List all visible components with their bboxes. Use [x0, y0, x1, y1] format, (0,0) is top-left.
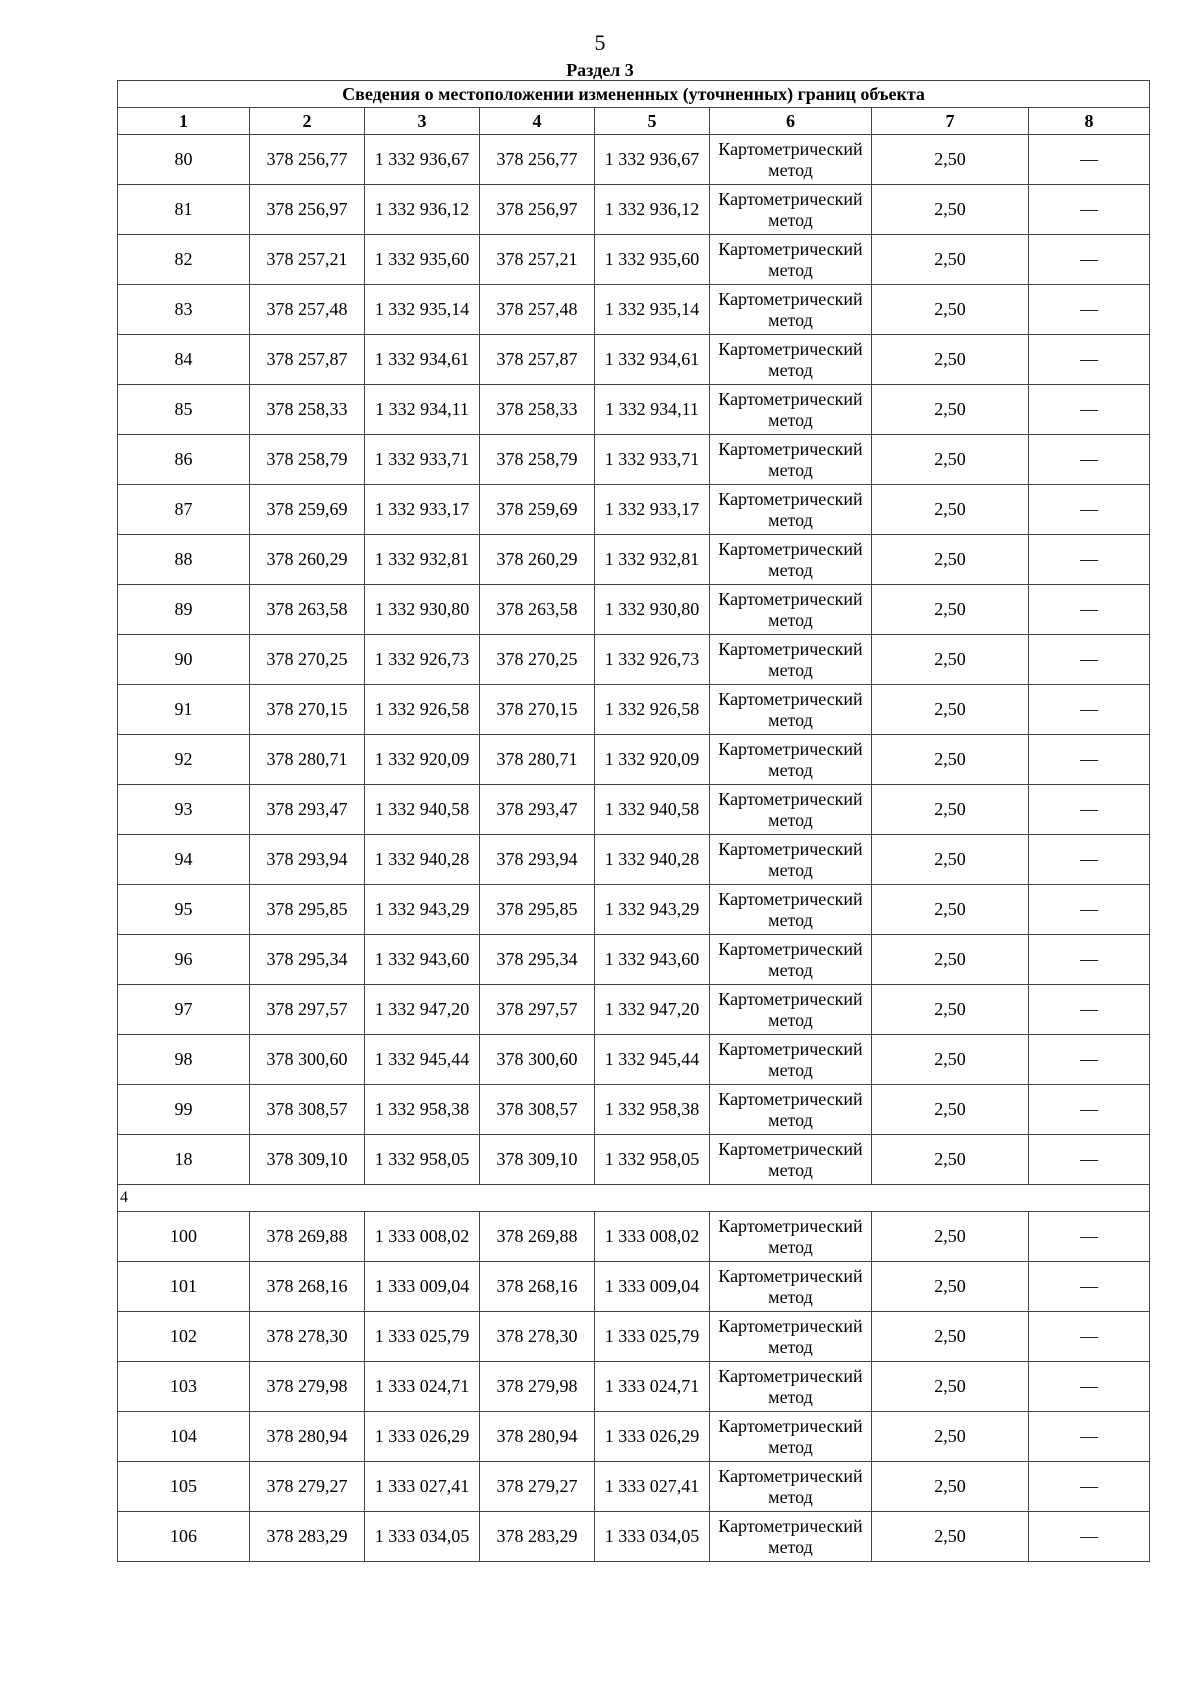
point-number-cell: 18 [118, 1135, 250, 1185]
description-cell: — [1029, 385, 1150, 435]
y-new-cell: 1 332 935,14 [595, 285, 710, 335]
x-old-cell: 378 280,94 [250, 1412, 365, 1462]
method-cell: Картометрический метод [710, 685, 872, 735]
description-cell: — [1029, 785, 1150, 835]
table-row [118, 1035, 1150, 1085]
y-new-cell: 1 332 933,17 [595, 485, 710, 535]
boundary-coordinates-table [117, 80, 1150, 1562]
accuracy-cell: 2,50 [872, 1212, 1029, 1262]
table-row [118, 1512, 1150, 1562]
x-old-cell: 378 268,16 [250, 1262, 365, 1312]
description-cell: — [1029, 1085, 1150, 1135]
description-cell: — [1029, 1262, 1150, 1312]
accuracy-cell: 2,50 [872, 1085, 1029, 1135]
point-number-cell: 80 [118, 135, 250, 185]
method-cell: Картометрический метод [710, 1212, 872, 1262]
y-old-cell: 1 332 958,05 [365, 1135, 480, 1185]
point-number-cell: 84 [118, 335, 250, 385]
table-row [118, 135, 1150, 185]
column-header: 1 [118, 108, 250, 135]
x-new-cell: 378 293,47 [480, 785, 595, 835]
x-old-cell: 378 283,29 [250, 1512, 365, 1562]
section-title: Раздел 3 [566, 60, 634, 80]
accuracy-cell: 2,50 [872, 735, 1029, 785]
y-new-cell: 1 332 926,73 [595, 635, 710, 685]
description-cell: — [1029, 535, 1150, 585]
x-old-cell: 378 280,71 [250, 735, 365, 785]
table-row [118, 435, 1150, 485]
point-number-cell: 94 [118, 835, 250, 885]
x-new-cell: 378 295,85 [480, 885, 595, 935]
table-row [118, 335, 1150, 385]
table-body [118, 135, 1150, 1562]
table-row [118, 1362, 1150, 1412]
point-number-cell: 99 [118, 1085, 250, 1135]
point-number-cell: 85 [118, 385, 250, 435]
description-cell: — [1029, 635, 1150, 685]
accuracy-cell: 2,50 [872, 785, 1029, 835]
method-cell: Картометрический метод [710, 735, 872, 785]
accuracy-cell: 2,50 [872, 835, 1029, 885]
method-cell: Картометрический метод [710, 435, 872, 485]
method-cell: Картометрический метод [710, 1462, 872, 1512]
x-old-cell: 378 269,88 [250, 1212, 365, 1262]
x-old-cell: 378 297,57 [250, 985, 365, 1035]
y-new-cell: 1 332 934,61 [595, 335, 710, 385]
x-new-cell: 378 295,34 [480, 935, 595, 985]
column-number-row [118, 108, 1150, 135]
description-cell: — [1029, 685, 1150, 735]
y-new-cell: 1 332 940,28 [595, 835, 710, 885]
x-new-cell: 378 309,10 [480, 1135, 595, 1185]
method-cell: Картометрический метод [710, 1512, 872, 1562]
y-old-cell: 1 332 936,67 [365, 135, 480, 185]
table-row [118, 235, 1150, 285]
x-new-cell: 378 257,87 [480, 335, 595, 385]
accuracy-cell: 2,50 [872, 1035, 1029, 1085]
point-number-cell: 88 [118, 535, 250, 585]
method-cell: Картометрический метод [710, 185, 872, 235]
x-new-cell: 378 283,29 [480, 1512, 595, 1562]
y-old-cell: 1 332 935,60 [365, 235, 480, 285]
y-new-cell: 1 333 034,05 [595, 1512, 710, 1562]
y-old-cell: 1 332 920,09 [365, 735, 480, 785]
y-old-cell: 1 333 008,02 [365, 1212, 480, 1262]
y-old-cell: 1 332 940,58 [365, 785, 480, 835]
y-old-cell: 1 332 947,20 [365, 985, 480, 1035]
column-header: 6 [710, 108, 872, 135]
method-cell: Картометрический метод [710, 635, 872, 685]
x-new-cell: 378 263,58 [480, 585, 595, 635]
x-old-cell: 378 257,87 [250, 335, 365, 385]
point-number-cell: 100 [118, 1212, 250, 1262]
description-cell: — [1029, 1135, 1150, 1185]
x-new-cell: 378 259,69 [480, 485, 595, 535]
x-new-cell: 378 293,94 [480, 835, 595, 885]
point-number-cell: 89 [118, 585, 250, 635]
x-old-cell: 378 256,97 [250, 185, 365, 235]
y-old-cell: 1 333 027,41 [365, 1462, 480, 1512]
y-new-cell: 1 332 930,80 [595, 585, 710, 635]
x-old-cell: 378 257,48 [250, 285, 365, 335]
y-new-cell: 1 332 935,60 [595, 235, 710, 285]
point-number-cell: 93 [118, 785, 250, 835]
description-cell: — [1029, 485, 1150, 535]
description-cell: — [1029, 1212, 1150, 1262]
method-cell: Картометрический метод [710, 535, 872, 585]
point-number-cell: 104 [118, 1412, 250, 1462]
x-new-cell: 378 258,79 [480, 435, 595, 485]
table-row [118, 485, 1150, 535]
table-row [118, 985, 1150, 1035]
accuracy-cell: 2,50 [872, 635, 1029, 685]
point-number-cell: 87 [118, 485, 250, 535]
x-new-cell: 378 280,71 [480, 735, 595, 785]
method-cell: Картометрический метод [710, 1135, 872, 1185]
accuracy-cell: 2,50 [872, 935, 1029, 985]
x-old-cell: 378 256,77 [250, 135, 365, 185]
table-row [118, 1135, 1150, 1185]
point-number-cell: 91 [118, 685, 250, 735]
method-cell: Картометрический метод [710, 135, 872, 185]
accuracy-cell: 2,50 [872, 1312, 1029, 1362]
description-cell: — [1029, 135, 1150, 185]
table-row [118, 685, 1150, 735]
description-cell: — [1029, 1412, 1150, 1462]
x-new-cell: 378 270,25 [480, 635, 595, 685]
x-old-cell: 378 278,30 [250, 1312, 365, 1362]
table-row [118, 735, 1150, 785]
x-old-cell: 378 309,10 [250, 1135, 365, 1185]
table-caption: Сведения о местоположении измененных (уточненных) границ объекта [118, 81, 1150, 108]
table-row [118, 285, 1150, 335]
column-header: 5 [595, 108, 710, 135]
method-cell: Картометрический метод [710, 1312, 872, 1362]
description-cell: — [1029, 935, 1150, 985]
table-row [118, 385, 1150, 435]
accuracy-cell: 2,50 [872, 285, 1029, 335]
method-cell: Картометрический метод [710, 785, 872, 835]
x-old-cell: 378 300,60 [250, 1035, 365, 1085]
method-cell: Картометрический метод [710, 1262, 872, 1312]
table-row [118, 585, 1150, 635]
accuracy-cell: 2,50 [872, 1135, 1029, 1185]
x-new-cell: 378 308,57 [480, 1085, 595, 1135]
x-old-cell: 378 279,27 [250, 1462, 365, 1512]
x-old-cell: 378 308,57 [250, 1085, 365, 1135]
y-old-cell: 1 332 945,44 [365, 1035, 480, 1085]
y-new-cell: 1 333 024,71 [595, 1362, 710, 1412]
y-old-cell: 1 332 935,14 [365, 285, 480, 335]
point-number-cell: 101 [118, 1262, 250, 1312]
accuracy-cell: 2,50 [872, 135, 1029, 185]
y-old-cell: 1 332 933,17 [365, 485, 480, 535]
table-row [118, 835, 1150, 885]
table-row [118, 1462, 1150, 1512]
y-old-cell: 1 333 009,04 [365, 1262, 480, 1312]
table-row [118, 1312, 1150, 1362]
y-old-cell: 1 332 926,58 [365, 685, 480, 735]
table-row [118, 885, 1150, 935]
point-number-cell: 102 [118, 1312, 250, 1362]
description-cell: — [1029, 1462, 1150, 1512]
method-cell: Картометрический метод [710, 1362, 872, 1412]
method-cell: Картометрический метод [710, 935, 872, 985]
accuracy-cell: 2,50 [872, 485, 1029, 535]
x-new-cell: 378 279,27 [480, 1462, 595, 1512]
y-new-cell: 1 332 936,67 [595, 135, 710, 185]
accuracy-cell: 2,50 [872, 885, 1029, 935]
method-cell: Картометрический метод [710, 885, 872, 935]
y-old-cell: 1 332 943,60 [365, 935, 480, 985]
method-cell: Картометрический метод [710, 385, 872, 435]
table-row [118, 1212, 1150, 1262]
column-header: 8 [1029, 108, 1150, 135]
accuracy-cell: 2,50 [872, 185, 1029, 235]
table-row [118, 935, 1150, 985]
y-new-cell: 1 332 945,44 [595, 1035, 710, 1085]
x-old-cell: 378 259,69 [250, 485, 365, 535]
x-new-cell: 378 258,33 [480, 385, 595, 435]
y-old-cell: 1 332 930,80 [365, 585, 480, 635]
point-number-cell: 95 [118, 885, 250, 935]
point-number-cell: 98 [118, 1035, 250, 1085]
point-number-cell: 103 [118, 1362, 250, 1412]
x-new-cell: 378 280,94 [480, 1412, 595, 1462]
point-number-cell: 92 [118, 735, 250, 785]
description-cell: — [1029, 1512, 1150, 1562]
y-new-cell: 1 333 027,41 [595, 1462, 710, 1512]
accuracy-cell: 2,50 [872, 385, 1029, 435]
x-old-cell: 378 293,47 [250, 785, 365, 835]
point-number-cell: 83 [118, 285, 250, 335]
point-number-cell: 97 [118, 985, 250, 1035]
x-new-cell: 378 256,77 [480, 135, 595, 185]
x-old-cell: 378 270,25 [250, 635, 365, 685]
y-new-cell: 1 332 932,81 [595, 535, 710, 585]
accuracy-cell: 2,50 [872, 585, 1029, 635]
method-cell: Картометрический метод [710, 1412, 872, 1462]
x-old-cell: 378 258,33 [250, 385, 365, 435]
y-old-cell: 1 333 024,71 [365, 1362, 480, 1412]
point-number-cell: 82 [118, 235, 250, 285]
y-old-cell: 1 333 026,29 [365, 1412, 480, 1462]
y-new-cell: 1 332 920,09 [595, 735, 710, 785]
table-row [118, 635, 1150, 685]
point-number-cell: 86 [118, 435, 250, 485]
y-old-cell: 1 332 940,28 [365, 835, 480, 885]
table-row [118, 1412, 1150, 1462]
description-cell: — [1029, 285, 1150, 335]
y-new-cell: 1 333 009,04 [595, 1262, 710, 1312]
point-number-cell: 81 [118, 185, 250, 235]
x-old-cell: 378 293,94 [250, 835, 365, 885]
accuracy-cell: 2,50 [872, 685, 1029, 735]
y-new-cell: 1 332 940,58 [595, 785, 710, 835]
x-old-cell: 378 279,98 [250, 1362, 365, 1412]
method-cell: Картометрический метод [710, 1085, 872, 1135]
table-row [118, 1085, 1150, 1135]
description-cell: — [1029, 235, 1150, 285]
y-old-cell: 1 332 926,73 [365, 635, 480, 685]
y-new-cell: 1 332 958,38 [595, 1085, 710, 1135]
x-old-cell: 378 295,85 [250, 885, 365, 935]
column-header: 4 [480, 108, 595, 135]
accuracy-cell: 2,50 [872, 1512, 1029, 1562]
method-cell: Картометрический метод [710, 585, 872, 635]
column-header: 3 [365, 108, 480, 135]
y-new-cell: 1 333 026,29 [595, 1412, 710, 1462]
accuracy-cell: 2,50 [872, 985, 1029, 1035]
column-header: 7 [872, 108, 1029, 135]
y-new-cell: 1 332 943,60 [595, 935, 710, 985]
x-new-cell: 378 269,88 [480, 1212, 595, 1262]
x-new-cell: 378 300,60 [480, 1035, 595, 1085]
y-old-cell: 1 332 933,71 [365, 435, 480, 485]
table-row [118, 185, 1150, 235]
description-cell: — [1029, 835, 1150, 885]
description-cell: — [1029, 1362, 1150, 1412]
y-old-cell: 1 333 025,79 [365, 1312, 480, 1362]
accuracy-cell: 2,50 [872, 1412, 1029, 1462]
method-cell: Картометрический метод [710, 1035, 872, 1085]
y-old-cell: 1 332 958,38 [365, 1085, 480, 1135]
description-cell: — [1029, 185, 1150, 235]
method-cell: Картометрический метод [710, 835, 872, 885]
x-new-cell: 378 270,15 [480, 685, 595, 735]
method-cell: Картометрический метод [710, 485, 872, 535]
description-cell: — [1029, 1035, 1150, 1085]
x-old-cell: 378 263,58 [250, 585, 365, 635]
x-new-cell: 378 268,16 [480, 1262, 595, 1312]
x-new-cell: 378 278,30 [480, 1312, 595, 1362]
point-number-cell: 106 [118, 1512, 250, 1562]
accuracy-cell: 2,50 [872, 1462, 1029, 1512]
accuracy-cell: 2,50 [872, 1262, 1029, 1312]
x-new-cell: 378 257,21 [480, 235, 595, 285]
table-row [118, 785, 1150, 835]
description-cell: — [1029, 1312, 1150, 1362]
accuracy-cell: 2,50 [872, 335, 1029, 385]
table-row [118, 535, 1150, 585]
x-new-cell: 378 279,98 [480, 1362, 595, 1412]
x-old-cell: 378 258,79 [250, 435, 365, 485]
point-number-cell: 90 [118, 635, 250, 685]
point-number-cell: 96 [118, 935, 250, 985]
y-old-cell: 1 332 936,12 [365, 185, 480, 235]
method-cell: Картометрический метод [710, 985, 872, 1035]
method-cell: Картометрический метод [710, 285, 872, 335]
description-cell: — [1029, 335, 1150, 385]
y-new-cell: 1 333 008,02 [595, 1212, 710, 1262]
x-old-cell: 378 270,15 [250, 685, 365, 735]
accuracy-cell: 2,50 [872, 1362, 1029, 1412]
page-number: 5 [594, 30, 606, 55]
contour-label: 4 [118, 1185, 1150, 1212]
y-new-cell: 1 332 933,71 [595, 435, 710, 485]
y-old-cell: 1 332 943,29 [365, 885, 480, 935]
accuracy-cell: 2,50 [872, 435, 1029, 485]
y-new-cell: 1 332 934,11 [595, 385, 710, 435]
x-old-cell: 378 257,21 [250, 235, 365, 285]
y-new-cell: 1 332 947,20 [595, 985, 710, 1035]
y-old-cell: 1 332 932,81 [365, 535, 480, 585]
x-new-cell: 378 257,48 [480, 285, 595, 335]
point-number-cell: 105 [118, 1462, 250, 1512]
description-cell: — [1029, 435, 1150, 485]
x-old-cell: 378 260,29 [250, 535, 365, 585]
description-cell: — [1029, 735, 1150, 785]
table-row [118, 1262, 1150, 1312]
accuracy-cell: 2,50 [872, 235, 1029, 285]
method-cell: Картометрический метод [710, 335, 872, 385]
x-new-cell: 378 256,97 [480, 185, 595, 235]
method-cell: Картометрический метод [710, 235, 872, 285]
contour-group-row [118, 1185, 1150, 1212]
accuracy-cell: 2,50 [872, 535, 1029, 585]
y-old-cell: 1 332 934,11 [365, 385, 480, 435]
y-old-cell: 1 332 934,61 [365, 335, 480, 385]
description-cell: — [1029, 985, 1150, 1035]
y-new-cell: 1 332 943,29 [595, 885, 710, 935]
description-cell: — [1029, 885, 1150, 935]
x-new-cell: 378 297,57 [480, 985, 595, 1035]
x-old-cell: 378 295,34 [250, 935, 365, 985]
column-header: 2 [250, 108, 365, 135]
y-new-cell: 1 332 936,12 [595, 185, 710, 235]
y-new-cell: 1 333 025,79 [595, 1312, 710, 1362]
x-new-cell: 378 260,29 [480, 535, 595, 585]
y-new-cell: 1 332 958,05 [595, 1135, 710, 1185]
y-new-cell: 1 332 926,58 [595, 685, 710, 735]
description-cell: — [1029, 585, 1150, 635]
y-old-cell: 1 333 034,05 [365, 1512, 480, 1562]
